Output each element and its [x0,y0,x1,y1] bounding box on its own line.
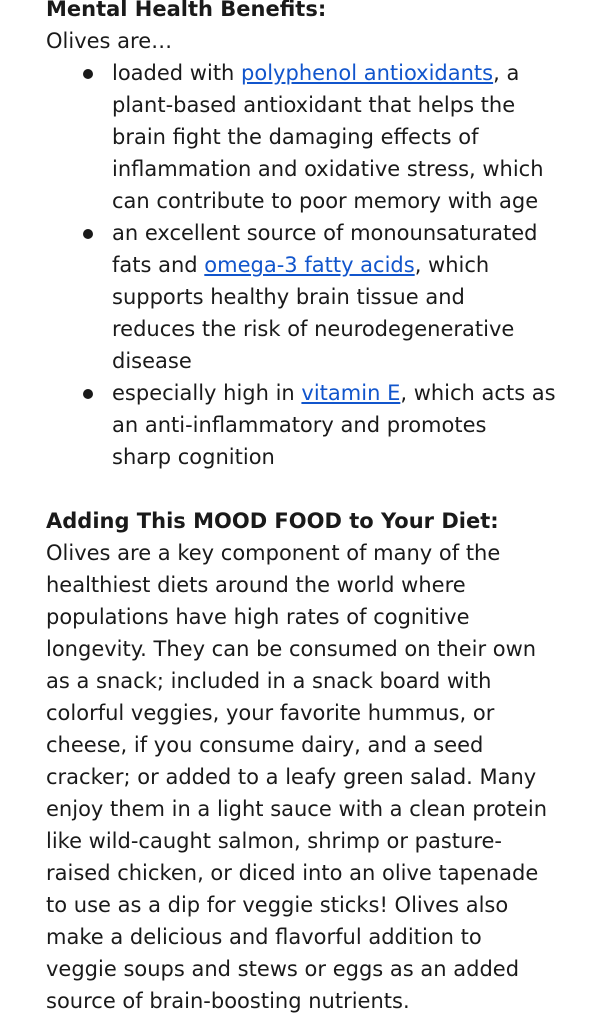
text-segment: , which [414,253,490,277]
bullet-line [46,249,566,281]
bullet-line: plant-based antioxidant that helps the [112,93,516,117]
bullet-icon [83,69,93,79]
paragraph-line: veggie soups and stews or eggs as an added [46,957,520,981]
text-segment: , which acts as [400,381,556,405]
section-heading-mood-food: Adding This MOOD FOOD to Your Diet: [46,509,499,533]
document-body [46,0,566,1017]
text-segment: fats and [112,253,205,277]
paragraph-line: longevity. They can be consumed on their own [46,637,537,661]
bullet-icon [83,229,93,239]
text-segment: , a [493,61,520,85]
link-omega-3-fatty-acids[interactable]: omega-3 fatty acids [204,253,415,277]
paragraph-line: enjoy them in a light sauce with a clean protein [46,797,548,821]
paragraph-line: make a delicious and flavorful addition to [46,925,482,949]
paragraph-line: healthiest diets around the world where [46,573,466,597]
paragraph-line: to use as a dip for veggie sticks! Olives also [46,893,509,917]
bullet-item [46,377,566,473]
section-spacer [46,473,566,505]
paragraph-line: cheese, if you consume dairy, and a seed [46,733,484,757]
paragraph-line: Olives are a key component of many of the [46,541,501,565]
text-segment: an excellent source of monounsaturated [112,221,538,245]
paragraph-line: like wild-caught salmon, shrimp or pasture- [46,829,503,853]
bullet-icon [83,389,93,399]
bullet-line: an anti-inflammatory and promotes [112,413,487,437]
text-segment: especially high in [112,381,302,405]
bullet-line: inflammation and oxidative stress, which [112,157,544,181]
bullet-line [46,377,566,409]
bullet-line: reduces the risk of neurodegenerative [112,317,515,341]
bullet-line [46,217,566,249]
intro-text: Olives are… [46,29,173,53]
bullet-line: brain fight the damaging effects of [112,125,479,149]
text-segment: loaded with [112,61,242,85]
bullet-line: supports healthy brain tissue and [112,285,465,309]
section-heading-mental-health: Mental Health Benefits: [46,0,327,21]
paragraph-line: raised chicken, or diced into an olive tapenade [46,861,539,885]
link-vitamin-e[interactable]: vitamin E [301,381,401,405]
paragraph-line: populations have high rates of cognitive [46,605,470,629]
bullet-line: sharp cognition [112,445,275,469]
link-polyphenol-antioxidants[interactable]: polyphenol antioxidants [241,61,494,85]
paragraph-line: as a snack; included in a snack board with [46,669,492,693]
paragraph-line: cracker; or added to a leafy green salad. Many [46,765,537,789]
paragraph-line: source of brain-boosting nutrients. [46,989,410,1013]
bullet-item [46,217,566,377]
paragraph [46,537,566,1017]
bullet-line [46,57,566,89]
paragraph-line: colorful veggies, your favorite hummus, or [46,701,495,725]
bullet-line: disease [112,349,192,373]
bullet-item [46,57,566,217]
bullet-line: can contribute to poor memory with age [112,189,539,213]
